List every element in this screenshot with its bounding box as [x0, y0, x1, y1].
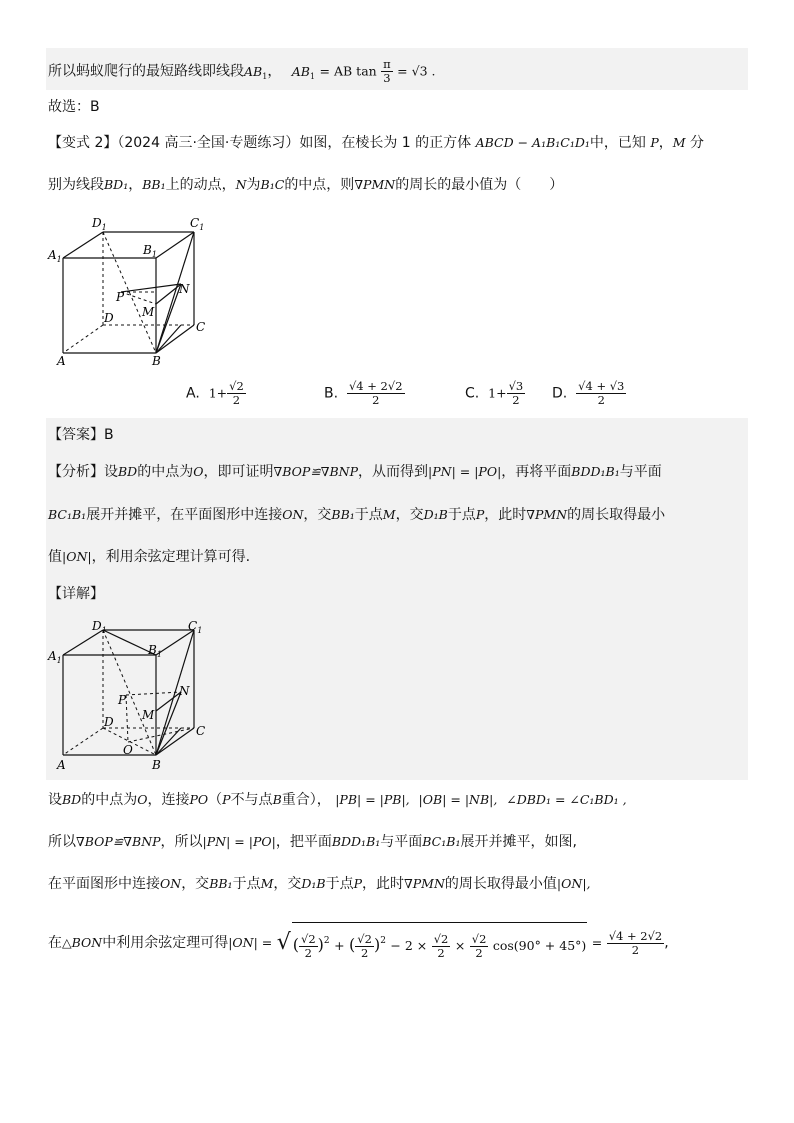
label2-D: D — [104, 715, 114, 729]
label-B1: $B_1$ — [143, 243, 157, 259]
label-P: P — [116, 290, 125, 304]
solution-line-4: 在△BON中利用余弦定理可得|ON| = √ ( $\frac{√2}{2}$ )$^2$ + ( $\frac{√2}{2}$ )$^2$ − 2 × $\frac{√2}{2}$ × $\frac{√2}{2}$ cos(90° + 45°) = $\frac{√4 + 2√2}{2}$ , — [48, 922, 669, 964]
label2-A1: $A_1$ — [48, 649, 62, 665]
analysis-line-3: 值|ON|，利用余弦定理计算可得. — [48, 549, 251, 565]
label-D: D — [104, 311, 114, 325]
label-B: B — [152, 354, 161, 368]
label2-M: M — [142, 708, 155, 722]
label-D1: $D_1$ — [92, 216, 107, 232]
option-d: D. $\frac{√4 + √3}{2}$ — [552, 379, 625, 407]
option-b: B. $\frac{√4 + 2√2}{2}$ — [324, 379, 403, 407]
solution-line-1: 设BD的中点为O，连接PO（P不与点B重合）， |PB| = |PB|, |OB| = |NB|, ∠DBD₁ = ∠C₁BD₁ , — [48, 792, 627, 808]
option-c: C. 1+ $\frac{√3}{2}$ — [465, 379, 524, 407]
option-a: A. 1+ $\frac{√2}{2}$ — [186, 379, 244, 407]
label2-C1: $C_1$ — [188, 619, 203, 635]
radical-body: ( $\frac{√2}{2}$ )$^2$ + ( $\frac{√2}{2}$ )$^2$ − 2 × $\frac{√2}{2}$ × $\frac{√2}{2}$ cos(90° + 45°) — [292, 922, 588, 964]
label2-D1: $D_1$ — [92, 619, 107, 635]
analysis-line-2: BC₁B₁展开并摊平，在平面图形中连接ON，交BB₁于点M，交D₁B于点P，此时∇PMN的周长取得最小 — [48, 507, 666, 523]
cube-figure-1 — [46, 212, 216, 372]
solution-line-3: 在平面图形中连接ON，交BB₁于点M，交D₁B于点P，此时∇PMN的周长取得最小值|ON|, — [48, 876, 591, 892]
intro-line: 所以蚂蚁爬行的最短路线即线段$AB_1$， $AB_1$ = AB tan $\frac{\pi}{3}$ = √3 . — [48, 57, 436, 85]
analysis-line-1: 【分析】设BD的中点为O，即可证明∇BOP≌∇BNP，从而得到|PN| = |PO|，再将平面BDD₁B₁与平面 — [48, 464, 662, 480]
problem-line-2: 别为线段BD₁，BB₁上的动点，N为B₁C的中点，则∇PMN的周长的最小值为（ ） — [48, 177, 564, 193]
label2-N: N — [179, 684, 190, 698]
label-M: M — [142, 305, 155, 319]
label2-B1: $B_1$ — [148, 643, 162, 659]
solution-line-2: 所以∇BOP≌∇BNP，所以|PN| = |PO|，把平面BDD₁B₁与平面BC₁B₁展开并摊平，如图, — [48, 834, 577, 850]
cube-figure-2 — [46, 616, 216, 776]
label2-C: C — [196, 724, 206, 738]
label2-A: A — [57, 758, 66, 772]
label-N: N — [179, 282, 190, 296]
problem-line-1: 【变式 2】（2024 高三·全国·专题练习）如图，在棱长为 1 的正方体 ABCD − A₁B₁C₁D₁中，已知 P，M 分 — [48, 135, 705, 151]
answer-line: 【答案】B — [48, 427, 114, 443]
choose-line: 故选：B — [48, 99, 100, 115]
label-C: C — [196, 320, 206, 334]
label2-B: B — [152, 758, 161, 772]
pi-over-3: $\frac{\pi}{3}$ — [383, 57, 391, 85]
label2-P: P — [118, 693, 127, 707]
label2-O: O — [123, 743, 133, 757]
label-C1: $C_1$ — [190, 216, 205, 232]
label-A: A — [57, 354, 66, 368]
detail-label: 【详解】 — [48, 586, 104, 602]
label-A1: $A_1$ — [48, 248, 62, 264]
